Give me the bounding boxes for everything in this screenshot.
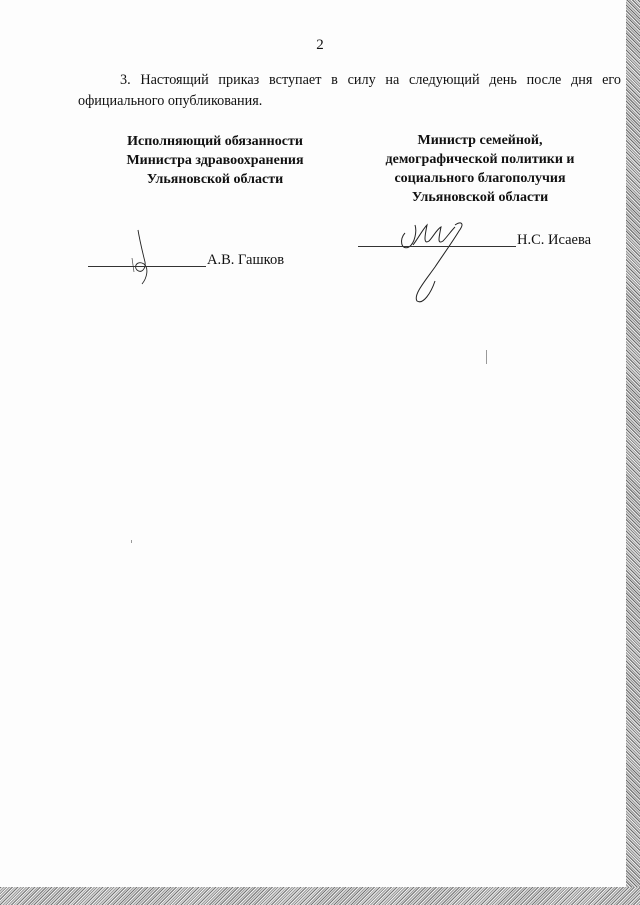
scan-speck bbox=[131, 540, 132, 543]
right-handwritten-signature bbox=[395, 215, 475, 305]
left-signatory-title bbox=[100, 132, 330, 189]
title-line: Министр семейной, bbox=[417, 133, 543, 148]
title-line: социального благополучия bbox=[394, 171, 566, 186]
right-signatory-name: Н.С. Исаева bbox=[517, 232, 592, 248]
left-signatory-name: А.В. Гашков bbox=[207, 252, 285, 268]
title-line: Ульяновской области bbox=[411, 190, 549, 205]
scan-edge-bottom bbox=[0, 887, 640, 905]
title-line: демографической политики и bbox=[385, 152, 575, 167]
title-line: Министра здравоохранения bbox=[126, 153, 304, 168]
title-line: Ульяновской области bbox=[146, 172, 284, 187]
left-handwritten-signature bbox=[118, 228, 168, 286]
title-line: Исполняющий обязанности bbox=[127, 134, 303, 149]
paragraph-item-3: 3. Настоящий приказ вступает в силу на следующий день после дня его официального опубликования. bbox=[78, 72, 621, 109]
right-signatory-title bbox=[360, 131, 600, 207]
scan-edge-right bbox=[626, 0, 640, 905]
page-number: 2 bbox=[316, 37, 324, 53]
left-signature-line bbox=[88, 266, 206, 267]
scan-speck bbox=[486, 350, 487, 364]
right-signature-line bbox=[358, 246, 516, 247]
